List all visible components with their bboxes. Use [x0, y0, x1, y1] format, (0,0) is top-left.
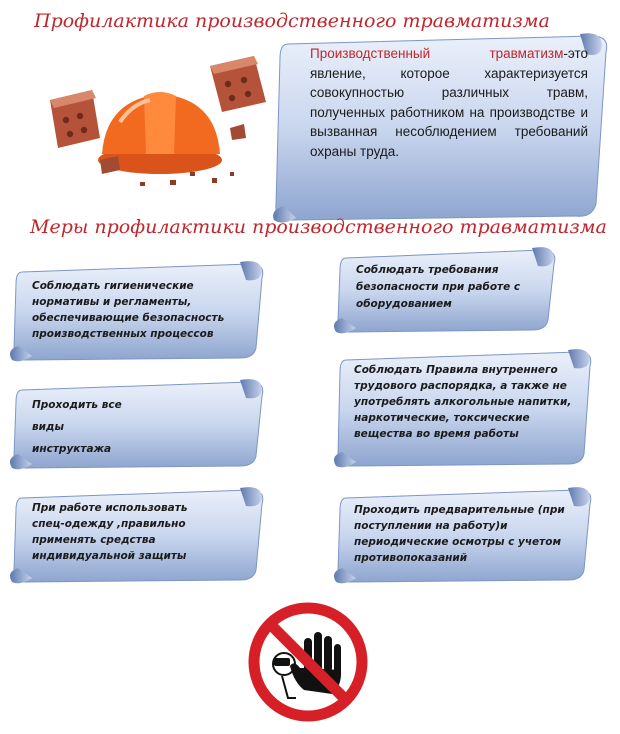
measure-text: При работе использовать спец-одежду ,правильно применять средства индивидуальной защиты	[32, 502, 188, 562]
measure-text: Соблюдать Правила внутреннего трудового распорядка, а также не употреблять алкогольные напитки, наркотические, токсические вещества во время работы	[354, 364, 572, 440]
definition-term: Производственный	[310, 46, 431, 61]
definition-term-2: травматизм	[489, 46, 564, 61]
measure-text: Соблюдать требования безопасности при работе с оборудованием	[356, 264, 521, 310]
definition-body: -это явление, которое характеризуется совокупностью различных травм, полученных работником на производстве и вызванная несоблюдением требований охраны труда.	[310, 46, 588, 159]
hard-hat-illustration	[40, 42, 280, 202]
measure-card	[334, 484, 596, 584]
page-title: Профилактика производственного травматизма	[34, 10, 550, 32]
measure-card	[334, 346, 596, 468]
brick-left-icon	[50, 90, 100, 148]
measure-card	[10, 258, 268, 362]
no-entry-hand-sign-icon	[244, 598, 372, 726]
measure-card	[334, 244, 560, 334]
measures-heading: Меры профилактики производственного травматизма	[30, 216, 607, 238]
definition-scroll	[270, 26, 610, 222]
brick-right-icon	[210, 56, 266, 112]
measure-card	[10, 484, 268, 584]
measure-text: Соблюдать гигиенические нормативы и регламенты, обеспечивающие безопасность производственных процессов	[32, 280, 225, 340]
definition-text	[310, 44, 588, 161]
measure-text: Проходить предварительные (при поступлении на работу)и периодические осмотры с учетом противопоказаний	[354, 504, 565, 564]
measure-card	[10, 376, 268, 470]
measure-text: Проходить все виды инструктажа	[32, 399, 122, 455]
